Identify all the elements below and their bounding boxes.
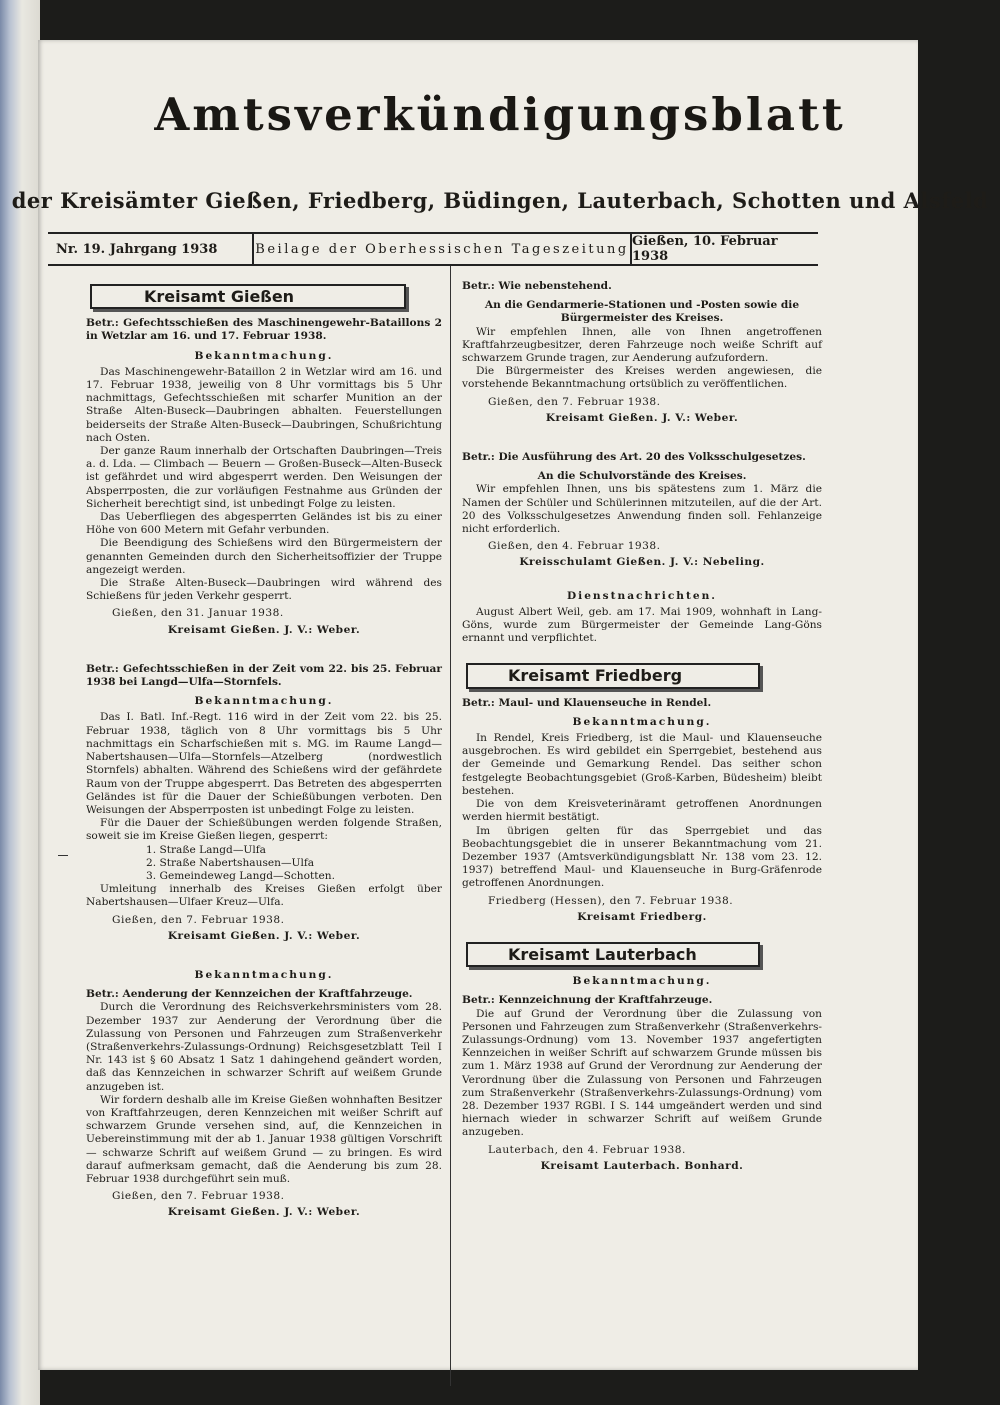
notice-heading: Bekanntmachung. [572,975,712,988]
left-column [86,280,442,1220]
notice-paragraph: Durch die Verordnung des Reichsverkehrsministers vom 28. Dezember 1937 zur Aenderung der Verordnung über die Zulassung von Personen und Fahrzeugen zum Straßenverkehr (Straßenverkehrs-Zulassungs-Ordnung) Reichsgesetzblatt Teil I Nr. 143 ist § 60 Absatz 1 Satz 1 dahingehend geändert worden, daß das Kennzeichen in schwarzer Schrift auf weißem Grunde anzugeben ist. [86,1001,442,1093]
notice-signature: Kreisamt Gießen. J. V.: Weber. [167,623,361,636]
issue-date: Gießen, 10. Februar 1938 [630,234,818,264]
notice-addressee: An die Gendarmerie-Stationen und -Posten sowie die Bürgermeister des Kreises. [484,299,800,325]
notice-paragraph: Umleitung innerhalb des Kreises Gießen erfolgt über Nabertshausen—Ulfaer Kreuz—Ulfa. [86,883,442,909]
notice-maul-klauenseuche [462,697,822,924]
notice-signature: Kreisamt Gießen. J. V.: Weber. [167,1206,361,1219]
notice-place-date: Friedberg (Hessen), den 7. Februar 1938. [488,894,734,907]
notice-place-date: Lauterbach, den 4. Februar 1938. [488,1143,686,1156]
right-column [462,280,822,1173]
issue-bar [48,234,818,264]
notice-subject: Betr.: Wie nebenstehend. [462,280,612,292]
notice-signature: Kreisamt Friedberg. [577,910,707,923]
notice-kennzeichen [86,969,442,1220]
notice-paragraph: Die auf Grund der Verordnung über die Zulassung von Personen und Fahrzeugen zum Straßenverkehr (Straßenverkehrs-Zulassungs-Ordnung) vom 13. November 1937 angefertigten Kennzeichen in weißer Schrift auf schwarzem Grunde müssen bis zum 1. März 1938 auf Grund der Verordnung zur Aenderung der Verordnung über die Zulassung von Personen und Fahrzeugen zum Straßenverkehr (Straßenverkehrs-Zulassungs-Ordnung) vom 28. Dezember 1937 RGBl. I S. 144 umgeändert werden und sind hiernach wieder in schwarzer Schrift auf weißem Grunde anzugeben. [462,1007,822,1139]
notice-paragraph: Die von dem Kreisveterinäramt getroffenen Anordnungen werden hiermit bestätigt. [462,798,822,824]
notice-langd-ulfa [86,663,442,943]
notice-signature: Kreisamt Gießen. J. V.: Weber. [545,411,739,424]
notice-subject: Betr.: Gefechtsschießen in der Zeit vom 22. bis 25. Februar 1938 bei Langd—Ulfa—Stornfels. [86,662,442,689]
notice-subject: Betr.: Die Ausführung des Art. 20 des Volksschulgesetzes. [462,451,806,464]
masthead-title: Amtsverkündigungsblatt [154,88,846,141]
notice-gendarmerie [462,280,822,425]
notice-subject: Betr.: Kennzeichnung der Kraftfahrzeuge. [462,994,713,1007]
notice-place-date: Gießen, den 7. Februar 1938. [112,913,285,926]
notice-paragraph: Die Bürgermeister des Kreises werden angewiesen, die vorstehende Bekanntmachung ortsüblich zu veröffentlichen. [462,365,822,391]
list-item: 2. Straße Nabertshausen—Ulfa [146,856,315,869]
notice-paragraph: Die Straße Alten-Buseck—Daubringen wird während des Schießens für jeden Verkehr gesperrt. [86,577,442,603]
notice-paragraph: Das Ueberfliegen des abgesperrten Geländes ist bis zu einer Höhe von 600 Metern mit Gefahr verbunden. [86,511,442,537]
notice-paragraph: Wir empfehlen Ihnen, alle von Ihnen angetroffenen Kraftfahrzeugbesitzer, deren Fahrzeuge noch weiße Schrift auf schwarzem Grunde tragen, zur Aenderung aufzufordern. [462,325,822,365]
notice-subject: Betr.: Gefechtsschießen des Maschinengewehr-Bataillons 2 in Wetzlar am 16. und 17. Februar 1938. [86,317,442,343]
notice-paragraph: Das I. Batl. Inf.-Regt. 116 wird in der Zeit vom 22. bis 25. Februar 1938, täglich von 8 Uhr vormittags bis 5 Uhr nachmittags ein Scharfschießen mit s. MG. im Raume Langd—Nabertshausen—Ulfa—Stornfels—Atzelberg (nordwestlich Stornfels) abhalten. Während des Schießens wird der gefährdete Raum von der Truppe abgesperrt. Das Betreten des abgesperrten Geländes ist für die Dauer der Schießübungen verboten. Den Weisungen der Absperrposten ist unbedingt Folge zu leisten. [86,711,442,816]
notice-mg-bataillon [86,317,442,637]
notice-paragraph: Für die Dauer der Schießübungen werden folgende Straßen, soweit sie im Kreise Gießen liegen, gesperrt: [86,817,442,843]
list-item: 3. Gemeindeweg Langd—Schotten. [146,869,335,882]
notice-addressee: An die Schulvorstände des Kreises. [537,470,747,483]
masthead-rule-bottom [48,264,818,266]
notice-heading: Bekanntmachung. [194,968,334,981]
office-heading-lauterbach: Kreisamt Lauterbach [466,942,760,967]
notice-place-date: Gießen, den 7. Februar 1938. [488,395,661,408]
notice-paragraph: August Albert Weil, geb. am 17. Mai 1909, wohnhaft in Lang-Göns, wurde zum Bürgermeister der Gemeinde Lang-Göns ernannt und verpflichtet. [462,605,822,645]
notice-subject: Betr.: Maul- und Klauenseuche in Rendel. [462,696,712,709]
notice-paragraph: Im übrigen gelten für das Sperrgebiet und das Beobachtungsgebiet die in unserer Bekanntmachung vom 21. Dezember 1937 (Amtsverkündigungsblatt Nr. 138 vom 23. 12. 1937) betreffend Maul- und Klauenseuche in Burg-Gräfenrode getroffenen Anordnungen. [462,824,822,890]
supplement-line: Beilage der Oberhessischen Tageszeitung [255,241,629,257]
notice-paragraph: Das Maschinengewehr-Bataillon 2 in Wetzlar wird am 16. und 17. Februar 1938, jeweilig von 8 Uhr vormittags bis 5 Uhr nachmittags, Gefechtsschießen mit scharfer Munition an der Straße Alten-Buseck—Daubringen abhalten. Feuerstellungen beiderseits der Straße Alten-Buseck—Daubringen, Schußrichtung nach Osten. [86,365,442,444]
issue-number: Nr. 19. Jahrgang 1938 [48,234,254,264]
office-heading-giessen: Kreisamt Gießen [90,284,406,309]
notice-paragraph: In Rendel, Kreis Friedberg, ist die Maul- und Klauenseuche ausgebrochen. Es wird gebildet ein Sperrgebiet, bestehend aus der Gemeinde und Gemarkung Rendel. Das seither schon festgelegte Beobachtungsgebiet (Groß-Karben, Büdesheim) bleibt bestehen. [462,732,822,797]
notice-heading: Bekanntmachung. [572,715,712,728]
masthead-subtitle: der Kreisämter Gießen, Friedberg, Büdingen, Lauterbach, Schotten und Alsfeld [11,188,989,213]
notice-place-date: Gießen, den 7. Februar 1938. [112,1190,285,1203]
notice-place-date: Gießen, den 4. Februar 1938. [488,540,661,553]
notice-paragraph: Wir empfehlen Ihnen, uns bis spätestens zum 1. März die Namen der Schüler und Schülerinnen mitzuteilen, auf die der Art. 20 des Volksschulgesetzes Anwendung finden soll. Fehlanzeige nicht erforderlich. [462,483,822,536]
list-item: 1. Straße Langd—Ulfa [146,843,266,856]
margin-mark [58,855,68,856]
notice-signature: Kreisamt Gießen. J. V.: Weber. [167,929,361,942]
notice-signature: Kreisamt Lauterbach. Bonhard. [540,1159,744,1172]
notice-paragraph: Der ganze Raum innerhalb der Ortschaften Daubringen—Treis a. d. Lda. — Climbach — Beuern — Großen-Buseck—Alten-Buseck ist gefährdet und wird abgesperrt werden. Den Weisungen der Absperrposten, die zur vorläufigen Festnahme aus Gründen der Sicherheit berechtigt sind, ist unbedingt Folge zu leisten. [86,445,442,510]
office-heading-friedberg: Kreisamt Friedberg [466,663,760,688]
column-divider [450,266,451,1386]
notice-heading: Bekanntmachung. [194,695,334,708]
notice-volksschule [462,451,822,570]
notice-dienstnachrichten [462,590,822,646]
notice-place-date: Gießen, den 31. Januar 1938. [112,607,284,620]
notice-lauterbach-kennzeichnung [462,975,822,1173]
notice-subject: Betr.: Aenderung der Kennzeichen der Kraftfahrzeuge. [86,988,413,1001]
notice-paragraph: Wir fordern deshalb alle im Kreise Gießen wohnhaften Besitzer von Kraftfahrzeugen, deren Kennzeichen mit weißer Schrift auf schwarzem Grunde versehen sind, auf, die Kennzeichen in Uebereinstimmung mit der ab 1. Januar 1938 gültigen Vorschrift — schwarze Schrift auf weißem Grund — zu bringen. Es wird darauf aufmerksam gemacht, daß die Aenderung bis zum 28. Februar 1938 durchgeführt sein muß. [86,1093,442,1185]
notice-heading: Bekanntmachung. [194,349,334,362]
notice-signature: Kreisschulamt Gießen. J. V.: Nebeling. [519,556,765,569]
notice-paragraph: Die Beendigung des Schießens wird den Bürgermeistern der genannten Gemeinden durch den Sicherheitsoffizier der Truppe angezeigt werden. [86,537,442,576]
notice-heading: Dienstnachrichten. [566,589,717,602]
